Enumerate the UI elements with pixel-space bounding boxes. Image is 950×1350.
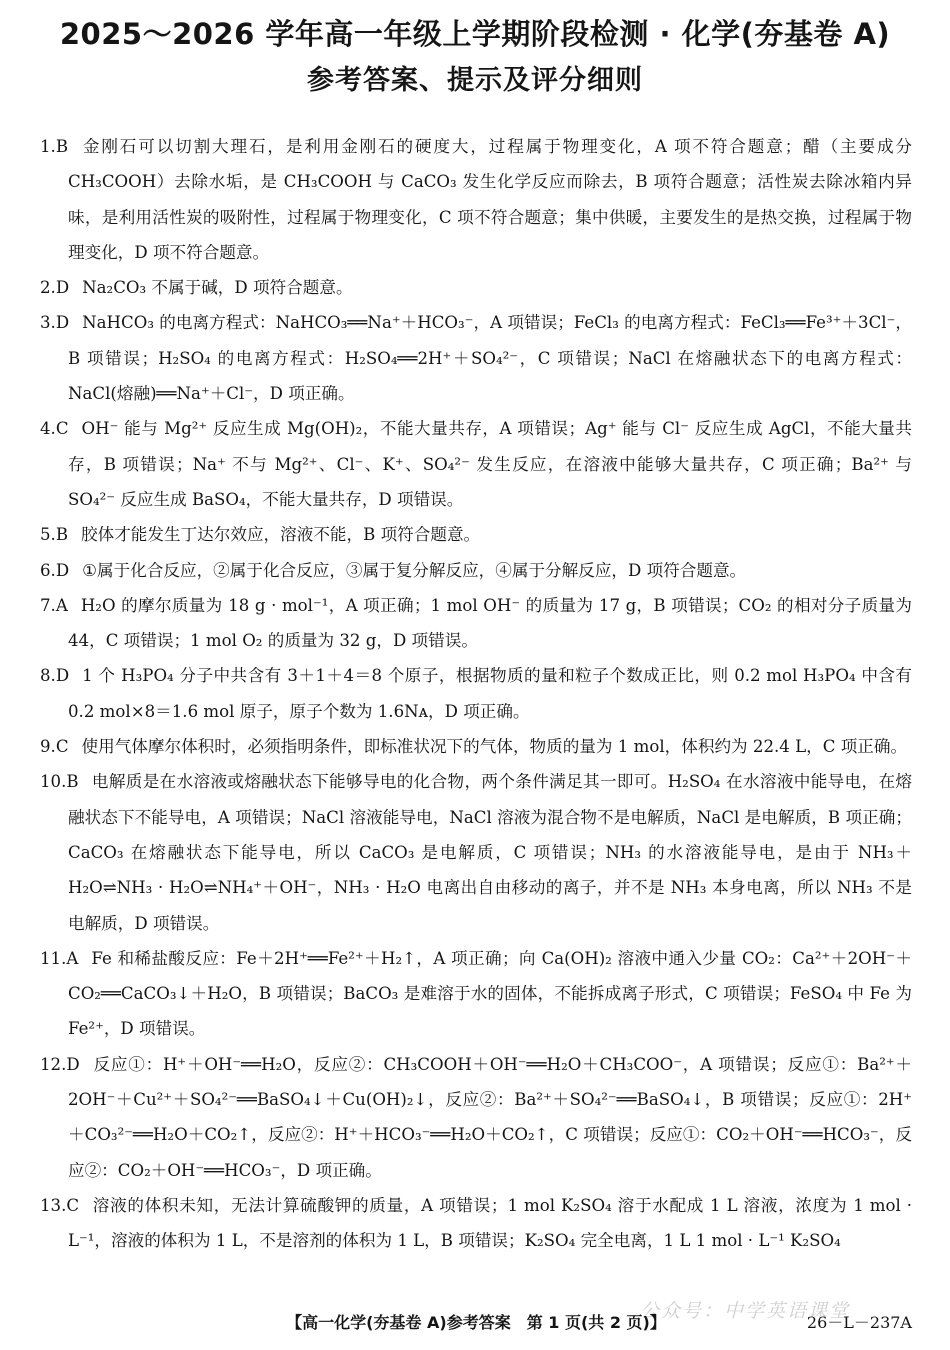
page-title: 2025～2026 学年高一年级上学期阶段检测 · 化学(夯基卷 A) (59, 17, 891, 51)
answer-number: 7.A (40, 595, 68, 615)
answer-item-7 (40, 588, 912, 659)
answer-explanation: H₂O 的摩尔质量为 18 g · mol⁻¹，A 项正确；1 mol OH⁻ 的质量为 17 g，B 项错误；CO₂ 的相对分子质量为 44，C 项错误；1 mol O₂ 的质量为 32 g，D 项错误。 (68, 595, 912, 651)
answer-item-6 (40, 553, 912, 588)
answer-number: 5.B (40, 525, 69, 545)
answer-number: 3.D (40, 313, 70, 333)
answer-item-13 (40, 1188, 912, 1259)
answer-explanation: Fe 和稀盐酸反应：Fe＋2H⁺══Fe²⁺＋H₂↑，A 项正确；向 Ca(OH)₂ 溶液中通入少量 CO₂：Ca²⁺＋2OH⁻＋CO₂══CaCO₃↓＋H₂O，B 项错误；BaCO₃ 是难溶于水的固体，不能拆成离子形式，C 项错误；FeSO₄ 中 Fe 为 Fe²⁺，D 项错误。 (68, 948, 912, 1039)
answer-explanation: 1 个 H₃PO₄ 分子中共含有 3＋1＋4＝8 个原子，根据物质的量和粒子个数成正比，则 0.2 mol H₃PO₄ 中含有 0.2 mol×8＝1.6 mol 原子，原子个数为 1.6Nᴀ，D 项正确。 (68, 666, 912, 721)
answer-explanation: ①属于化合反应，②属于化合反应，③属于复分解反应，④属于分解反应，D 项符合题意。 (82, 560, 747, 580)
answer-number: 9.C (40, 737, 69, 757)
answer-number: 6.D (40, 560, 70, 580)
page-footer: 【高一化学(夯基卷 A)参考答案 第 1 页(共 2 页)】 (286, 1313, 666, 1332)
watermark-text: 公众号：中学英语课堂 (640, 1300, 851, 1322)
answer-item-3 (40, 305, 912, 411)
answer-number: 8.D (40, 666, 70, 686)
answer-item-9 (40, 729, 912, 764)
answer-explanation: 使用气体摩尔体积时，必须指明条件，即标准状况下的气体，物质的量为 1 mol，体积约为 22.4 L，C 项正确。 (81, 737, 908, 757)
answer-explanation: 电解质是在水溶液或熔融状态下能够导电的化合物，两个条件满足其一即可。H₂SO₄ 在水溶液中能导电，在熔融状态下不能导电，A 项错误；NaCl 溶液能导电，NaCl 溶液为混合物不是电解质，NaCl 是电解质，B 项正确；CaCO₃ 在熔融状态下能导电，所以 CaCO₃ 是电解质，C 项错误；NH₃ 的水溶液能导电，是由于 NH₃＋H₂O⇌NH₃ · H₂O⇌NH₄⁺＋OH⁻，NH₃ · H₂O 电离出自由移动的离子，并不是 NH₃ 本身电离，所以 NH₃ 不是电解质，D 项错误。 (68, 772, 912, 933)
answer-explanation: NaHCO₃ 的电离方程式：NaHCO₃══Na⁺＋HCO₃⁻，A 项错误；FeCl₃ 的电离方程式：FeCl₃══Fe³⁺＋3Cl⁻，B 项错误；H₂SO₄ 的电离方程式：H₂SO₄══2H⁺＋SO₄²⁻，C 项错误；NaCl 在熔融状态下的电离方程式：NaCl(熔融)══Na⁺＋Cl⁻，D 项正确。 (68, 313, 912, 404)
answer-explanation: OH⁻ 能与 Mg²⁺ 反应生成 Mg(OH)₂，不能大量共存，A 项错误；Ag⁺ 能与 Cl⁻ 反应生成 AgCl，不能大量共存，B 项错误；Na⁺ 不与 Mg²⁺、Cl⁻、K⁺、SO₄²⁻ 发生反应，在溶液中能够大量共存，C 项正确；Ba²⁺ 与 SO₄²⁻ 反应生成 BaSO₄，不能大量共存，D 项错误。 (68, 419, 912, 509)
answer-item-1 (40, 129, 912, 270)
answer-number: 1.B (40, 137, 69, 156)
answer-number: 10.B (40, 772, 79, 792)
answer-explanation: 胶体才能发生丁达尔效应，溶液不能，B 项符合题意。 (81, 525, 481, 545)
answer-number: 4.C (40, 419, 69, 439)
answer-item-2 (40, 270, 912, 305)
answer-item-10 (40, 764, 912, 940)
answer-number: 11.A (40, 948, 79, 968)
document-code: 26－L－237A (806, 1313, 912, 1332)
answer-item-11 (40, 941, 912, 1047)
answer-explanation: 金刚石可以切割大理石，是利用金刚石的硬度大，过程属于物理变化，A 项不符合题意；醋（主要成分 CH₃COOH）去除水垢，是 CH₃COOH 与 CaCO₃ 发生化学反应而除去，B 项符合题意；活性炭去除冰箱内异味，是利用活性炭的吸附性，过程属于物理变化，C 项不符合题意；集中供暖，主要发生的是热交换，过程属于物理变化，D 项不符合题意。 (68, 137, 912, 262)
answer-item-12 (40, 1047, 912, 1188)
answer-list (40, 129, 912, 1259)
answer-number: 2.D (40, 278, 70, 298)
answer-explanation: Na₂CO₃ 不属于碱，D 项符合题意。 (82, 278, 353, 298)
answer-item-8 (40, 658, 912, 729)
answer-number: 12.D (40, 1054, 80, 1074)
answer-item-4 (40, 411, 912, 517)
answer-explanation: 反应①：H⁺＋OH⁻══H₂O，反应②：CH₃COOH＋OH⁻══H₂O＋CH₃COO⁻，A 项错误；反应①：Ba²⁺＋2OH⁻＋Cu²⁺＋SO₄²⁻══BaSO₄↓＋Cu(OH)₂↓，反应②：Ba²⁺＋SO₄²⁻══BaSO₄↓，B 项错误；反应①：2H⁺＋CO₃²⁻══H₂O＋CO₂↑，反应②：H⁺＋HCO₃⁻══H₂O＋CO₂↑，C 项错误；反应①：CO₂＋OH⁻══HCO₃⁻，反应②：CO₂＋OH⁻══HCO₃⁻，D 项正确。 (68, 1054, 912, 1180)
answer-item-5 (40, 517, 912, 552)
answer-explanation: 溶液的体积未知，无法计算硫酸钾的质量，A 项错误；1 mol K₂SO₄ 溶于水配成 1 L 溶液，浓度为 1 mol · L⁻¹，溶液的体积为 1 L，不是溶剂的体积为 1 L，B 项错误；K₂SO₄ 完全电离，1 L 1 mol · L⁻¹ K₂SO₄ (68, 1195, 912, 1251)
answer-number: 13.C (40, 1195, 80, 1215)
page-subtitle: 参考答案、提示及评分细则 (307, 65, 643, 96)
